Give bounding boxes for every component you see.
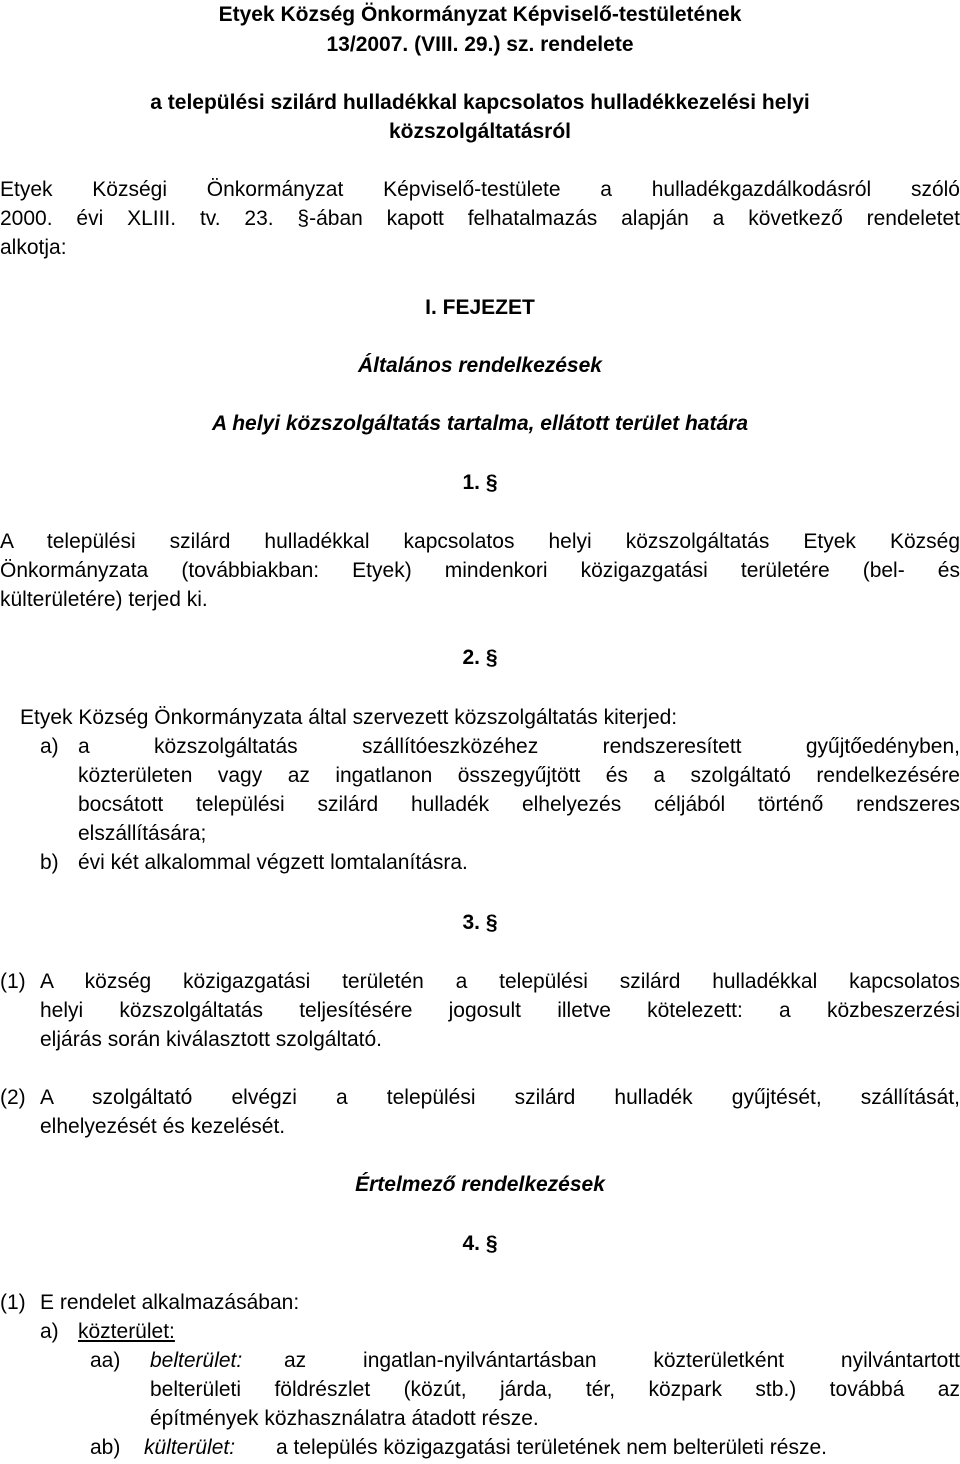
section-3-heading: 3. § — [462, 911, 498, 934]
definitions-title: Értelmező rendelkezések — [355, 1173, 605, 1196]
section-3-p2-label: (2) — [0, 1086, 26, 1109]
section-3-p1-label: (1) — [0, 970, 26, 993]
section-3-p1-line1: A község közigazgatási területén a települési szilárd hulladékkal kapcsolatos — [40, 970, 960, 993]
section-2-a-line4: elszállítására; — [78, 822, 207, 845]
section-4-a-term: közterület: — [78, 1320, 175, 1343]
section-2-a-line2: közterületen vagy az ingatlanon összegyűjtött és a szolgáltató rendelkezésére — [78, 764, 960, 787]
section-2-b-label: b) — [40, 851, 59, 874]
section-1-heading: 1. § — [462, 471, 498, 494]
section-4-aa-line1: az ingatlan-nyilvántartásban közterületként nyilvántartott — [284, 1349, 960, 1372]
section-3-p1-line3: eljárás során kiválasztott szolgáltató. — [40, 1028, 382, 1051]
section-2-a-line3: bocsátott települési szilárd hulladék elhelyezés céljából történő rendszeres — [78, 793, 960, 816]
preamble-line3: alkotja: — [0, 236, 67, 259]
section-4-aa-line2: belterületi földrészlet (közút, járda, tér, közpark stb.) továbbá az — [150, 1378, 960, 1401]
section-3-p2-line2: elhelyezését és kezelését. — [40, 1115, 286, 1138]
preamble-line1: Etyek Községi Önkormányzat Képviselő-testülete a hulladékgazdálkodásról szóló — [0, 178, 960, 201]
section-4-aa-term: belterület: — [150, 1349, 243, 1372]
section-4-p1-text: E rendelet alkalmazásában: — [40, 1291, 300, 1314]
section-1-line1: A települési szilárd hulladékkal kapcsolatos helyi közszolgáltatás Etyek Község — [0, 530, 960, 553]
section-4-ab-term: külterület: — [144, 1436, 236, 1459]
section-2-a-line1: a közszolgáltatás szállítóeszközéhez rendszeresített gyűjtőedényben, — [78, 735, 960, 758]
section-1-line3: külterületére) terjed ki. — [0, 588, 208, 611]
section-2-intro: Etyek Község Önkormányzata által szervezett közszolgáltatás kiterjed: — [20, 706, 678, 729]
section-4-ab-text: a település közigazgatási területének nem belterületi része. — [276, 1436, 827, 1459]
document-subtitle-line2: közszolgáltatásról — [388, 120, 572, 143]
section-2-b-text: évi két alkalommal végzett lomtalanításra. — [78, 851, 468, 874]
section-4-a-label: a) — [40, 1320, 59, 1343]
section-4-p1-label: (1) — [0, 1291, 26, 1314]
document-title-line2: 13/2007. (VIII. 29.) sz. rendelete — [326, 33, 634, 56]
chapter-subtitle: A helyi közszolgáltatás tartalma, ellátott terület határa — [211, 412, 749, 435]
section-3-p2-line1: A szolgáltató elvégzi a települési szilárd hulladék gyűjtését, szállítását, — [40, 1086, 960, 1109]
section-3-p1-line2: helyi közszolgáltatás teljesítésére jogosult illetve kötelezett: a közbeszerzési — [40, 999, 960, 1022]
section-1-line2: Önkormányzata (továbbiakban: Etyek) mindenkori közigazgatási területére (bel- és — [0, 559, 960, 582]
section-4-aa-line3: építmények közhasználatra átadott része. — [150, 1407, 539, 1430]
section-2-a-label: a) — [40, 735, 59, 758]
preamble-line2: 2000. évi XLIII. tv. 23. §-ában kapott felhatalmazás alapján a következő rendeletet — [0, 207, 960, 230]
chapter-title: Általános rendelkezések — [358, 354, 602, 377]
section-2-heading: 2. § — [462, 646, 498, 669]
section-4-heading: 4. § — [462, 1232, 498, 1255]
section-4-aa-label: aa) — [90, 1349, 121, 1372]
section-4-ab-label: ab) — [90, 1436, 121, 1459]
document-subtitle-line1: a települési szilárd hulladékkal kapcsolatos hulladékkezelési helyi — [150, 91, 810, 114]
document-title-line1: Etyek Község Önkormányzat Képviselő-testületének — [218, 3, 742, 26]
chapter-number: I. FEJEZET — [425, 296, 535, 319]
